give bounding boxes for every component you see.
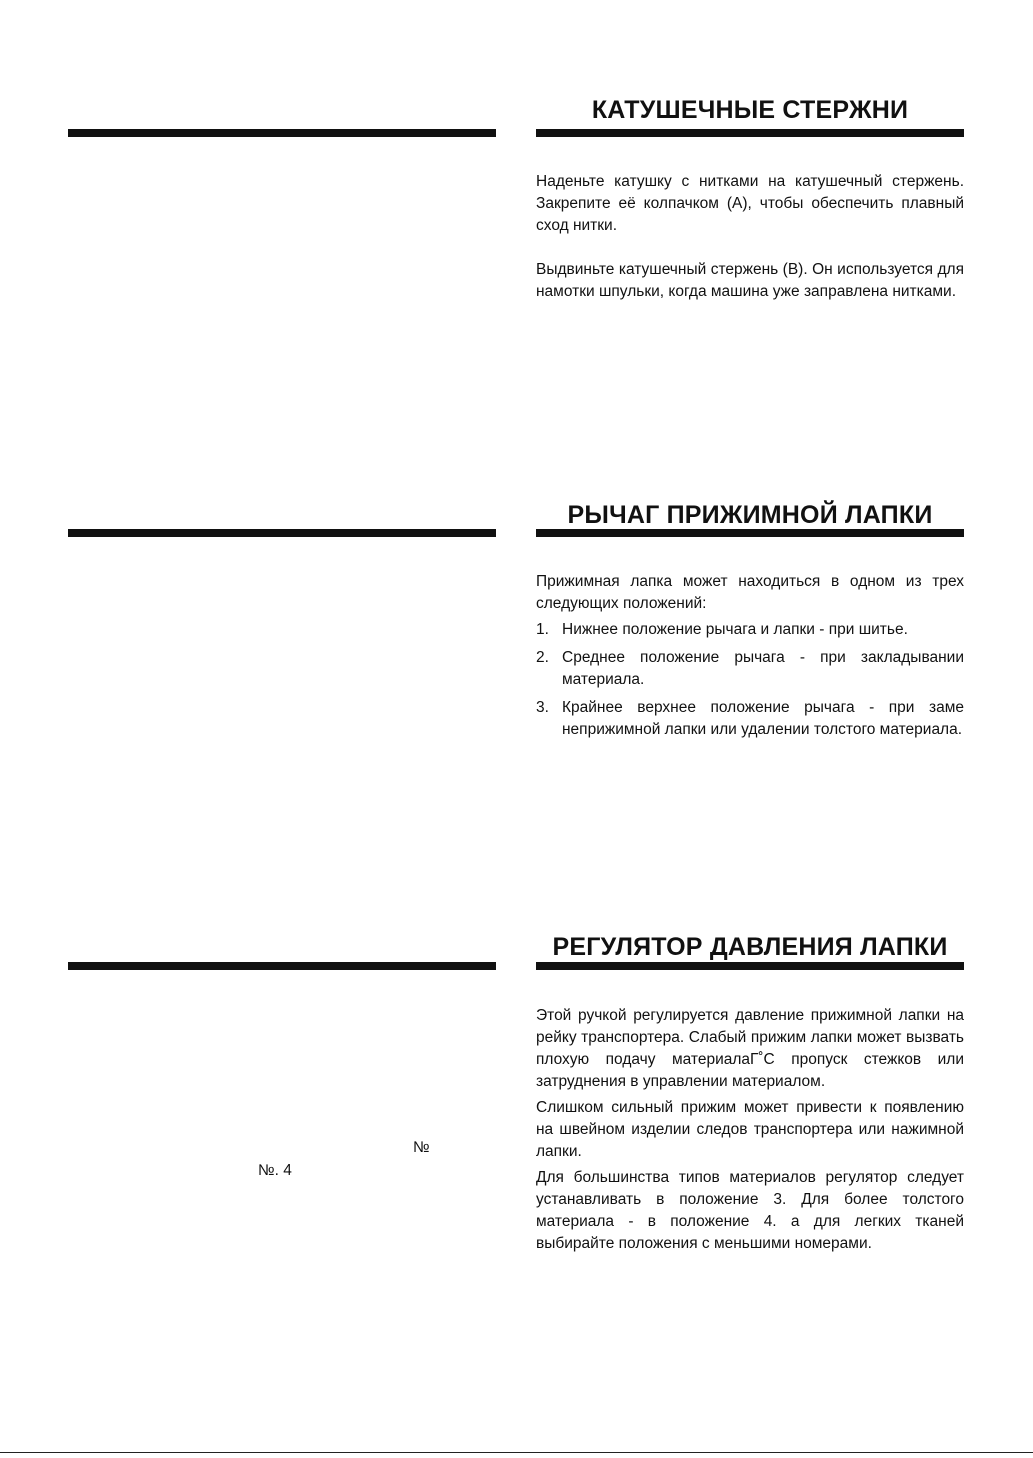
paragraph: Для большинства типов материалов регулятор следует устанавливать в положение 3. Для более толстого материала - в положение 4. а для легких тканей выбирайте положения с меньшими номерами. bbox=[536, 1169, 964, 1252]
list-text: Крайнее верхнее положение рычага - при заме неприжимной лапки или удалении толстого материала. bbox=[562, 699, 964, 738]
paragraph: Выдвиньте катушечный стержень (B). Он используется для намотки шпульки, когда машина уже заправлена нитками. bbox=[536, 261, 964, 300]
heading-pressure-regulator: РЕГУЛЯТОР ДАВЛЕНИЯ ЛАПКИ bbox=[552, 933, 948, 961]
pressure-regulator-text bbox=[536, 1005, 964, 1259]
list-item bbox=[536, 647, 964, 691]
heading-spool-pins: КАТУШЕЧНЫЕ СТЕРЖНИ bbox=[591, 96, 909, 124]
list-number: 2. bbox=[536, 649, 549, 666]
presser-lever-text bbox=[536, 571, 964, 747]
section-rule-presser-lever bbox=[536, 529, 964, 537]
section-rule-spool-pins bbox=[536, 129, 964, 137]
spool-pins-text bbox=[536, 171, 964, 303]
list-number: 3. bbox=[536, 699, 549, 716]
list-text: Нижнее положение рычага и лапки - при шитье. bbox=[562, 621, 908, 638]
numero-4-fragment: №. 4 bbox=[258, 1162, 292, 1179]
positions-list bbox=[536, 619, 964, 741]
left-rule-1 bbox=[68, 129, 496, 137]
left-rule-2 bbox=[68, 529, 496, 537]
intro-paragraph: Прижимная лапка может находиться в одном из трех следующих положений: bbox=[536, 573, 964, 612]
paragraph: Наденьте катушку с нитками на катушечный стержень. Закрепите её колпачком (A), чтобы обеспечить плавный сход нитки. bbox=[536, 173, 964, 234]
paragraph: Слишком сильный прижим может привести к появлению на швейном изделии следов транспортера или нажимной лапки. bbox=[536, 1099, 964, 1160]
list-number: 1. bbox=[536, 621, 549, 638]
list-item bbox=[536, 619, 964, 641]
page-bottom-line bbox=[0, 1452, 1033, 1453]
paragraph: Этой ручкой регулируется давление прижимной лапки на рейку транспортера. Слабый прижим лапки может вызвать плохую подачу материалаГ˚С пропуск стежков или затруднения в управлении материалом. bbox=[536, 1007, 964, 1090]
numero-sign: № bbox=[413, 1139, 430, 1156]
list-text: Среднее положение рычага - при закладывании материала. bbox=[562, 649, 964, 688]
section-rule-pressure-regulator bbox=[536, 962, 964, 970]
list-item bbox=[536, 697, 964, 741]
left-rule-3 bbox=[68, 962, 496, 970]
heading-presser-foot-lever: РЫЧАГ ПРИЖИМНОЙ ЛАПКИ bbox=[567, 501, 933, 529]
